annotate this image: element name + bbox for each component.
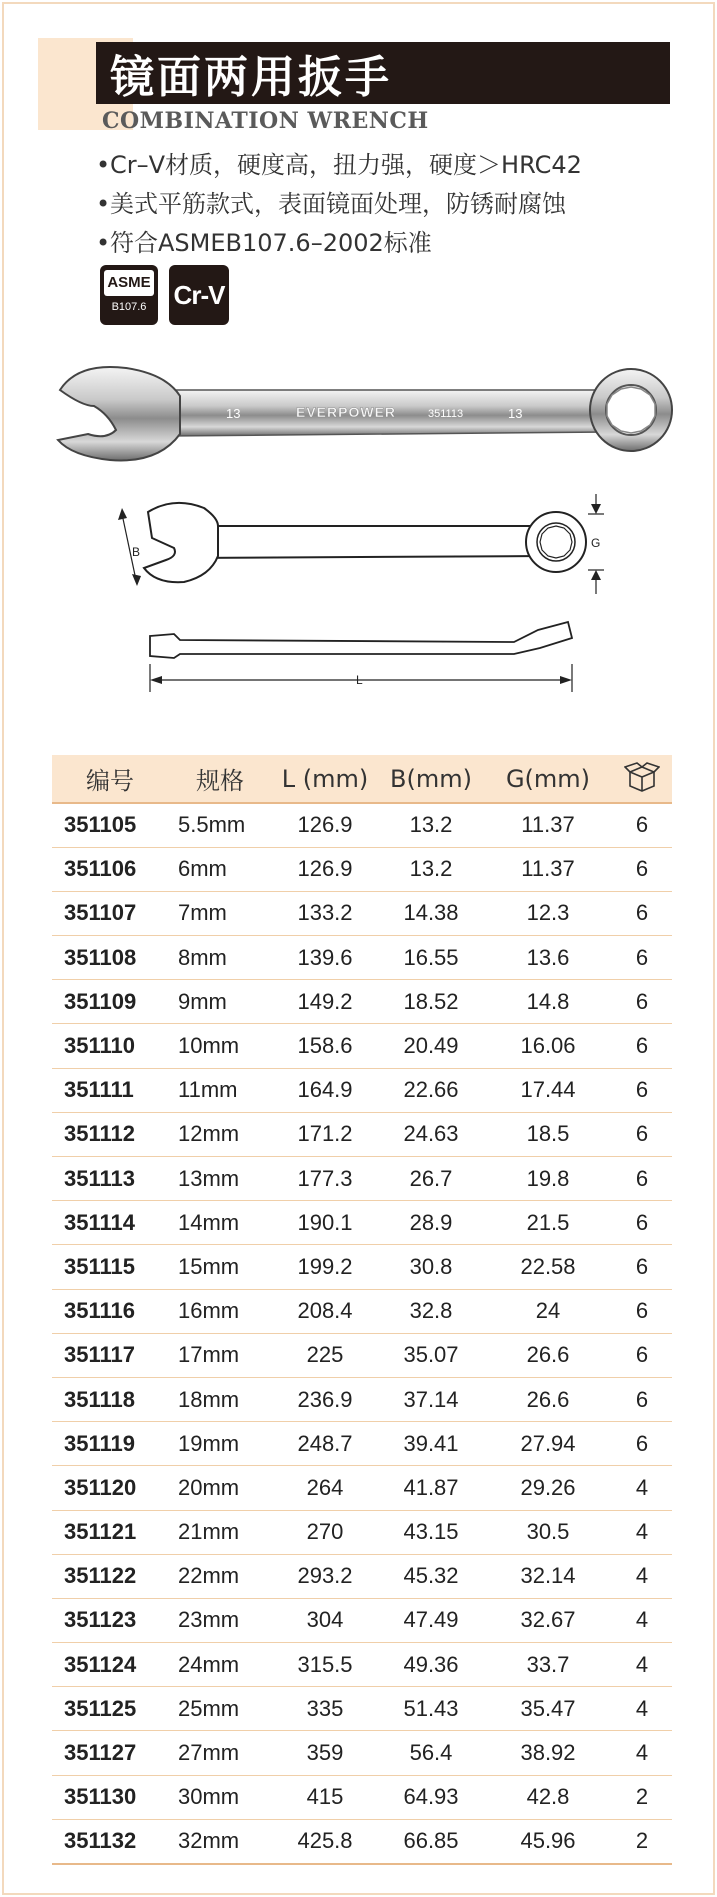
cell-b: 28.9 — [378, 1201, 484, 1245]
cell-size: 24mm — [168, 1643, 272, 1687]
cell-qty: 6 — [612, 803, 672, 847]
cell-l: 126.9 — [272, 803, 378, 847]
cell-size: 19mm — [168, 1422, 272, 1466]
table-row — [52, 1289, 672, 1333]
table-row — [52, 1377, 672, 1421]
cell-code: 351120 — [52, 1466, 168, 1510]
cell-l: 139.6 — [272, 936, 378, 980]
cell-l: 236.9 — [272, 1377, 378, 1421]
cell-code: 351124 — [52, 1643, 168, 1687]
table-row — [52, 1554, 672, 1598]
cell-l: 304 — [272, 1598, 378, 1642]
cell-qty: 6 — [612, 1422, 672, 1466]
cell-g: 12.3 — [484, 891, 612, 935]
wrench-model: 351113 — [428, 408, 464, 420]
wrench-photo — [48, 360, 674, 470]
cell-l: 415 — [272, 1775, 378, 1819]
cell-g: 26.6 — [484, 1377, 612, 1421]
cell-b: 45.32 — [378, 1554, 484, 1598]
cell-qty: 6 — [612, 1289, 672, 1333]
cell-l: 126.9 — [272, 847, 378, 891]
cell-l: 199.2 — [272, 1245, 378, 1289]
cell-g: 32.14 — [484, 1554, 612, 1598]
cell-g: 18.5 — [484, 1112, 612, 1156]
cell-g: 26.6 — [484, 1333, 612, 1377]
cell-b: 13.2 — [378, 803, 484, 847]
wrench-size-left: 13 — [226, 406, 241, 421]
cell-code: 351113 — [52, 1157, 168, 1201]
cell-l: 425.8 — [272, 1819, 378, 1863]
table-row — [52, 936, 672, 980]
title-bar — [96, 42, 670, 104]
cell-code: 351118 — [52, 1377, 168, 1421]
cell-b: 43.15 — [378, 1510, 484, 1554]
cell-g: 32.67 — [484, 1598, 612, 1642]
cell-g: 35.47 — [484, 1687, 612, 1731]
cell-qty: 6 — [612, 1024, 672, 1068]
cell-code: 351110 — [52, 1024, 168, 1068]
cell-size: 25mm — [168, 1687, 272, 1731]
cell-code: 351125 — [52, 1687, 168, 1731]
cell-qty: 6 — [612, 1157, 672, 1201]
feature-item: •Cr–V材质，硬度高，扭力强，硬度＞HRC42 — [96, 151, 582, 179]
wrench-top-diagram — [114, 494, 614, 604]
table-row — [52, 803, 672, 847]
cell-size: 30mm — [168, 1775, 272, 1819]
cell-qty: 6 — [612, 936, 672, 980]
cell-g: 30.5 — [484, 1510, 612, 1554]
cell-size: 23mm — [168, 1598, 272, 1642]
cell-b: 18.52 — [378, 980, 484, 1024]
table-row — [52, 1333, 672, 1377]
cell-l: 315.5 — [272, 1643, 378, 1687]
header-code: 编号 — [52, 755, 168, 803]
cell-l: 149.2 — [272, 980, 378, 1024]
cell-g: 16.06 — [484, 1024, 612, 1068]
cell-g: 11.37 — [484, 803, 612, 847]
table-row — [52, 1024, 672, 1068]
cell-g: 27.94 — [484, 1422, 612, 1466]
cell-size: 10mm — [168, 1024, 272, 1068]
cell-size: 11mm — [168, 1068, 272, 1112]
table-row — [52, 980, 672, 1024]
cell-code: 351127 — [52, 1731, 168, 1775]
cell-size: 15mm — [168, 1245, 272, 1289]
cell-g: 17.44 — [484, 1068, 612, 1112]
cell-size: 18mm — [168, 1377, 272, 1421]
cell-b: 47.49 — [378, 1598, 484, 1642]
header-g: G(mm) — [484, 755, 612, 803]
cell-b: 39.41 — [378, 1422, 484, 1466]
cell-qty: 6 — [612, 980, 672, 1024]
cell-b: 32.8 — [378, 1289, 484, 1333]
table-row — [52, 1466, 672, 1510]
cell-g: 21.5 — [484, 1201, 612, 1245]
table-row — [52, 1422, 672, 1466]
cell-l: 335 — [272, 1687, 378, 1731]
header-size: 规格 — [168, 755, 272, 803]
table-row — [52, 1731, 672, 1775]
page-subtitle: COMBINATION WRENCH — [102, 108, 429, 134]
cell-size: 13mm — [168, 1157, 272, 1201]
cell-size: 16mm — [168, 1289, 272, 1333]
cell-b: 41.87 — [378, 1466, 484, 1510]
cell-l: 359 — [272, 1731, 378, 1775]
cell-b: 35.07 — [378, 1333, 484, 1377]
cell-qty: 6 — [612, 1333, 672, 1377]
cell-code: 351116 — [52, 1289, 168, 1333]
cell-code: 351111 — [52, 1068, 168, 1112]
table-row — [52, 1201, 672, 1245]
cell-l: 248.7 — [272, 1422, 378, 1466]
cell-g: 29.26 — [484, 1466, 612, 1510]
cell-qty: 4 — [612, 1554, 672, 1598]
cell-size: 32mm — [168, 1819, 272, 1863]
dimension-g-label: G — [591, 536, 601, 550]
cell-l: 208.4 — [272, 1289, 378, 1333]
cell-qty: 4 — [612, 1466, 672, 1510]
feature-item: •符合ASMEB107.6–2002标准 — [96, 229, 432, 257]
cell-qty: 6 — [612, 1112, 672, 1156]
cell-size: 12mm — [168, 1112, 272, 1156]
cell-qty: 6 — [612, 1245, 672, 1289]
cell-code: 351117 — [52, 1333, 168, 1377]
cell-code: 351121 — [52, 1510, 168, 1554]
wrench-brand: EVERPOWER — [296, 404, 397, 420]
cell-code: 351106 — [52, 847, 168, 891]
table-row — [52, 891, 672, 935]
cell-b: 14.38 — [378, 891, 484, 935]
cell-qty: 4 — [612, 1510, 672, 1554]
cell-b: 64.93 — [378, 1775, 484, 1819]
wrench-size-right: 13 — [508, 406, 523, 421]
cell-code: 351130 — [52, 1775, 168, 1819]
cell-l: 190.1 — [272, 1201, 378, 1245]
box-icon — [624, 760, 660, 792]
cell-qty: 4 — [612, 1687, 672, 1731]
asme-badge-label: ASME — [104, 270, 154, 296]
cell-size: 14mm — [168, 1201, 272, 1245]
table-row — [52, 1643, 672, 1687]
table-row — [52, 1068, 672, 1112]
cell-b: 49.36 — [378, 1643, 484, 1687]
cell-code: 351112 — [52, 1112, 168, 1156]
table-row — [52, 1157, 672, 1201]
table-row — [52, 1775, 672, 1819]
cell-g: 38.92 — [484, 1731, 612, 1775]
table-row — [52, 1819, 672, 1863]
cell-size: 21mm — [168, 1510, 272, 1554]
cell-l: 225 — [272, 1333, 378, 1377]
cell-qty: 6 — [612, 1377, 672, 1421]
header-l: L (mm) — [272, 755, 378, 803]
cell-l: 164.9 — [272, 1068, 378, 1112]
cell-b: 66.85 — [378, 1819, 484, 1863]
cell-qty: 2 — [612, 1819, 672, 1863]
feature-list — [96, 146, 582, 263]
cell-qty: 4 — [612, 1731, 672, 1775]
cell-g: 42.8 — [484, 1775, 612, 1819]
cell-g: 22.58 — [484, 1245, 612, 1289]
cell-l: 133.2 — [272, 891, 378, 935]
feature-item: •美式平筋款式，表面镜面处理，防锈耐腐蚀 — [96, 190, 566, 218]
cell-size: 27mm — [168, 1731, 272, 1775]
cell-l: 158.6 — [272, 1024, 378, 1068]
table-row — [52, 1687, 672, 1731]
cell-b: 13.2 — [378, 847, 484, 891]
dimension-b-label: B — [132, 545, 141, 559]
cell-size: 20mm — [168, 1466, 272, 1510]
table-row — [52, 1510, 672, 1554]
page-title: 镜面两用扳手 — [110, 52, 392, 103]
asme-badge-icon — [100, 265, 158, 325]
wrench-side-diagram — [144, 616, 584, 696]
header-box — [612, 755, 672, 803]
cell-size: 9mm — [168, 980, 272, 1024]
cell-code: 351105 — [52, 803, 168, 847]
cell-size: 17mm — [168, 1333, 272, 1377]
table-row — [52, 1112, 672, 1156]
cell-qty: 6 — [612, 891, 672, 935]
cell-code: 351115 — [52, 1245, 168, 1289]
cell-size: 7mm — [168, 891, 272, 935]
crv-badge-icon: Cr-V — [169, 265, 229, 325]
cell-code: 351109 — [52, 980, 168, 1024]
cell-b: 37.14 — [378, 1377, 484, 1421]
cell-code: 351122 — [52, 1554, 168, 1598]
table-row — [52, 1245, 672, 1289]
cell-size: 5.5mm — [168, 803, 272, 847]
cell-b: 20.49 — [378, 1024, 484, 1068]
cell-code: 351119 — [52, 1422, 168, 1466]
cell-b: 16.55 — [378, 936, 484, 980]
cell-g: 33.7 — [484, 1643, 612, 1687]
cell-l: 264 — [272, 1466, 378, 1510]
table-row — [52, 847, 672, 891]
cell-g: 13.6 — [484, 936, 612, 980]
cell-size: 22mm — [168, 1554, 272, 1598]
cell-l: 270 — [272, 1510, 378, 1554]
cell-code: 351108 — [52, 936, 168, 980]
asme-badge-standard: B107.6 — [111, 301, 147, 313]
cell-b: 22.66 — [378, 1068, 484, 1112]
cell-code: 351114 — [52, 1201, 168, 1245]
cell-g: 14.8 — [484, 980, 612, 1024]
cell-l: 177.3 — [272, 1157, 378, 1201]
cell-qty: 6 — [612, 1068, 672, 1112]
cell-g: 24 — [484, 1289, 612, 1333]
table-row — [52, 1598, 672, 1642]
cell-qty: 4 — [612, 1598, 672, 1642]
cell-size: 8mm — [168, 936, 272, 980]
cell-qty: 6 — [612, 1201, 672, 1245]
cell-l: 293.2 — [272, 1554, 378, 1598]
cell-g: 19.8 — [484, 1157, 612, 1201]
table-header-row — [52, 755, 672, 803]
header-b: B(mm) — [378, 755, 484, 803]
cell-b: 26.7 — [378, 1157, 484, 1201]
catalog-page — [2, 2, 715, 1895]
cell-code: 351132 — [52, 1819, 168, 1863]
cell-b: 30.8 — [378, 1245, 484, 1289]
cell-qty: 6 — [612, 847, 672, 891]
cell-qty: 2 — [612, 1775, 672, 1819]
spec-table — [52, 755, 672, 1865]
cell-size: 6mm — [168, 847, 272, 891]
cell-b: 24.63 — [378, 1112, 484, 1156]
cell-g: 45.96 — [484, 1819, 612, 1863]
cell-b: 51.43 — [378, 1687, 484, 1731]
cell-qty: 4 — [612, 1643, 672, 1687]
cell-code: 351107 — [52, 891, 168, 935]
cell-b: 56.4 — [378, 1731, 484, 1775]
cell-g: 11.37 — [484, 847, 612, 891]
cell-code: 351123 — [52, 1598, 168, 1642]
dimension-l-label: L — [356, 673, 363, 687]
cell-l: 171.2 — [272, 1112, 378, 1156]
